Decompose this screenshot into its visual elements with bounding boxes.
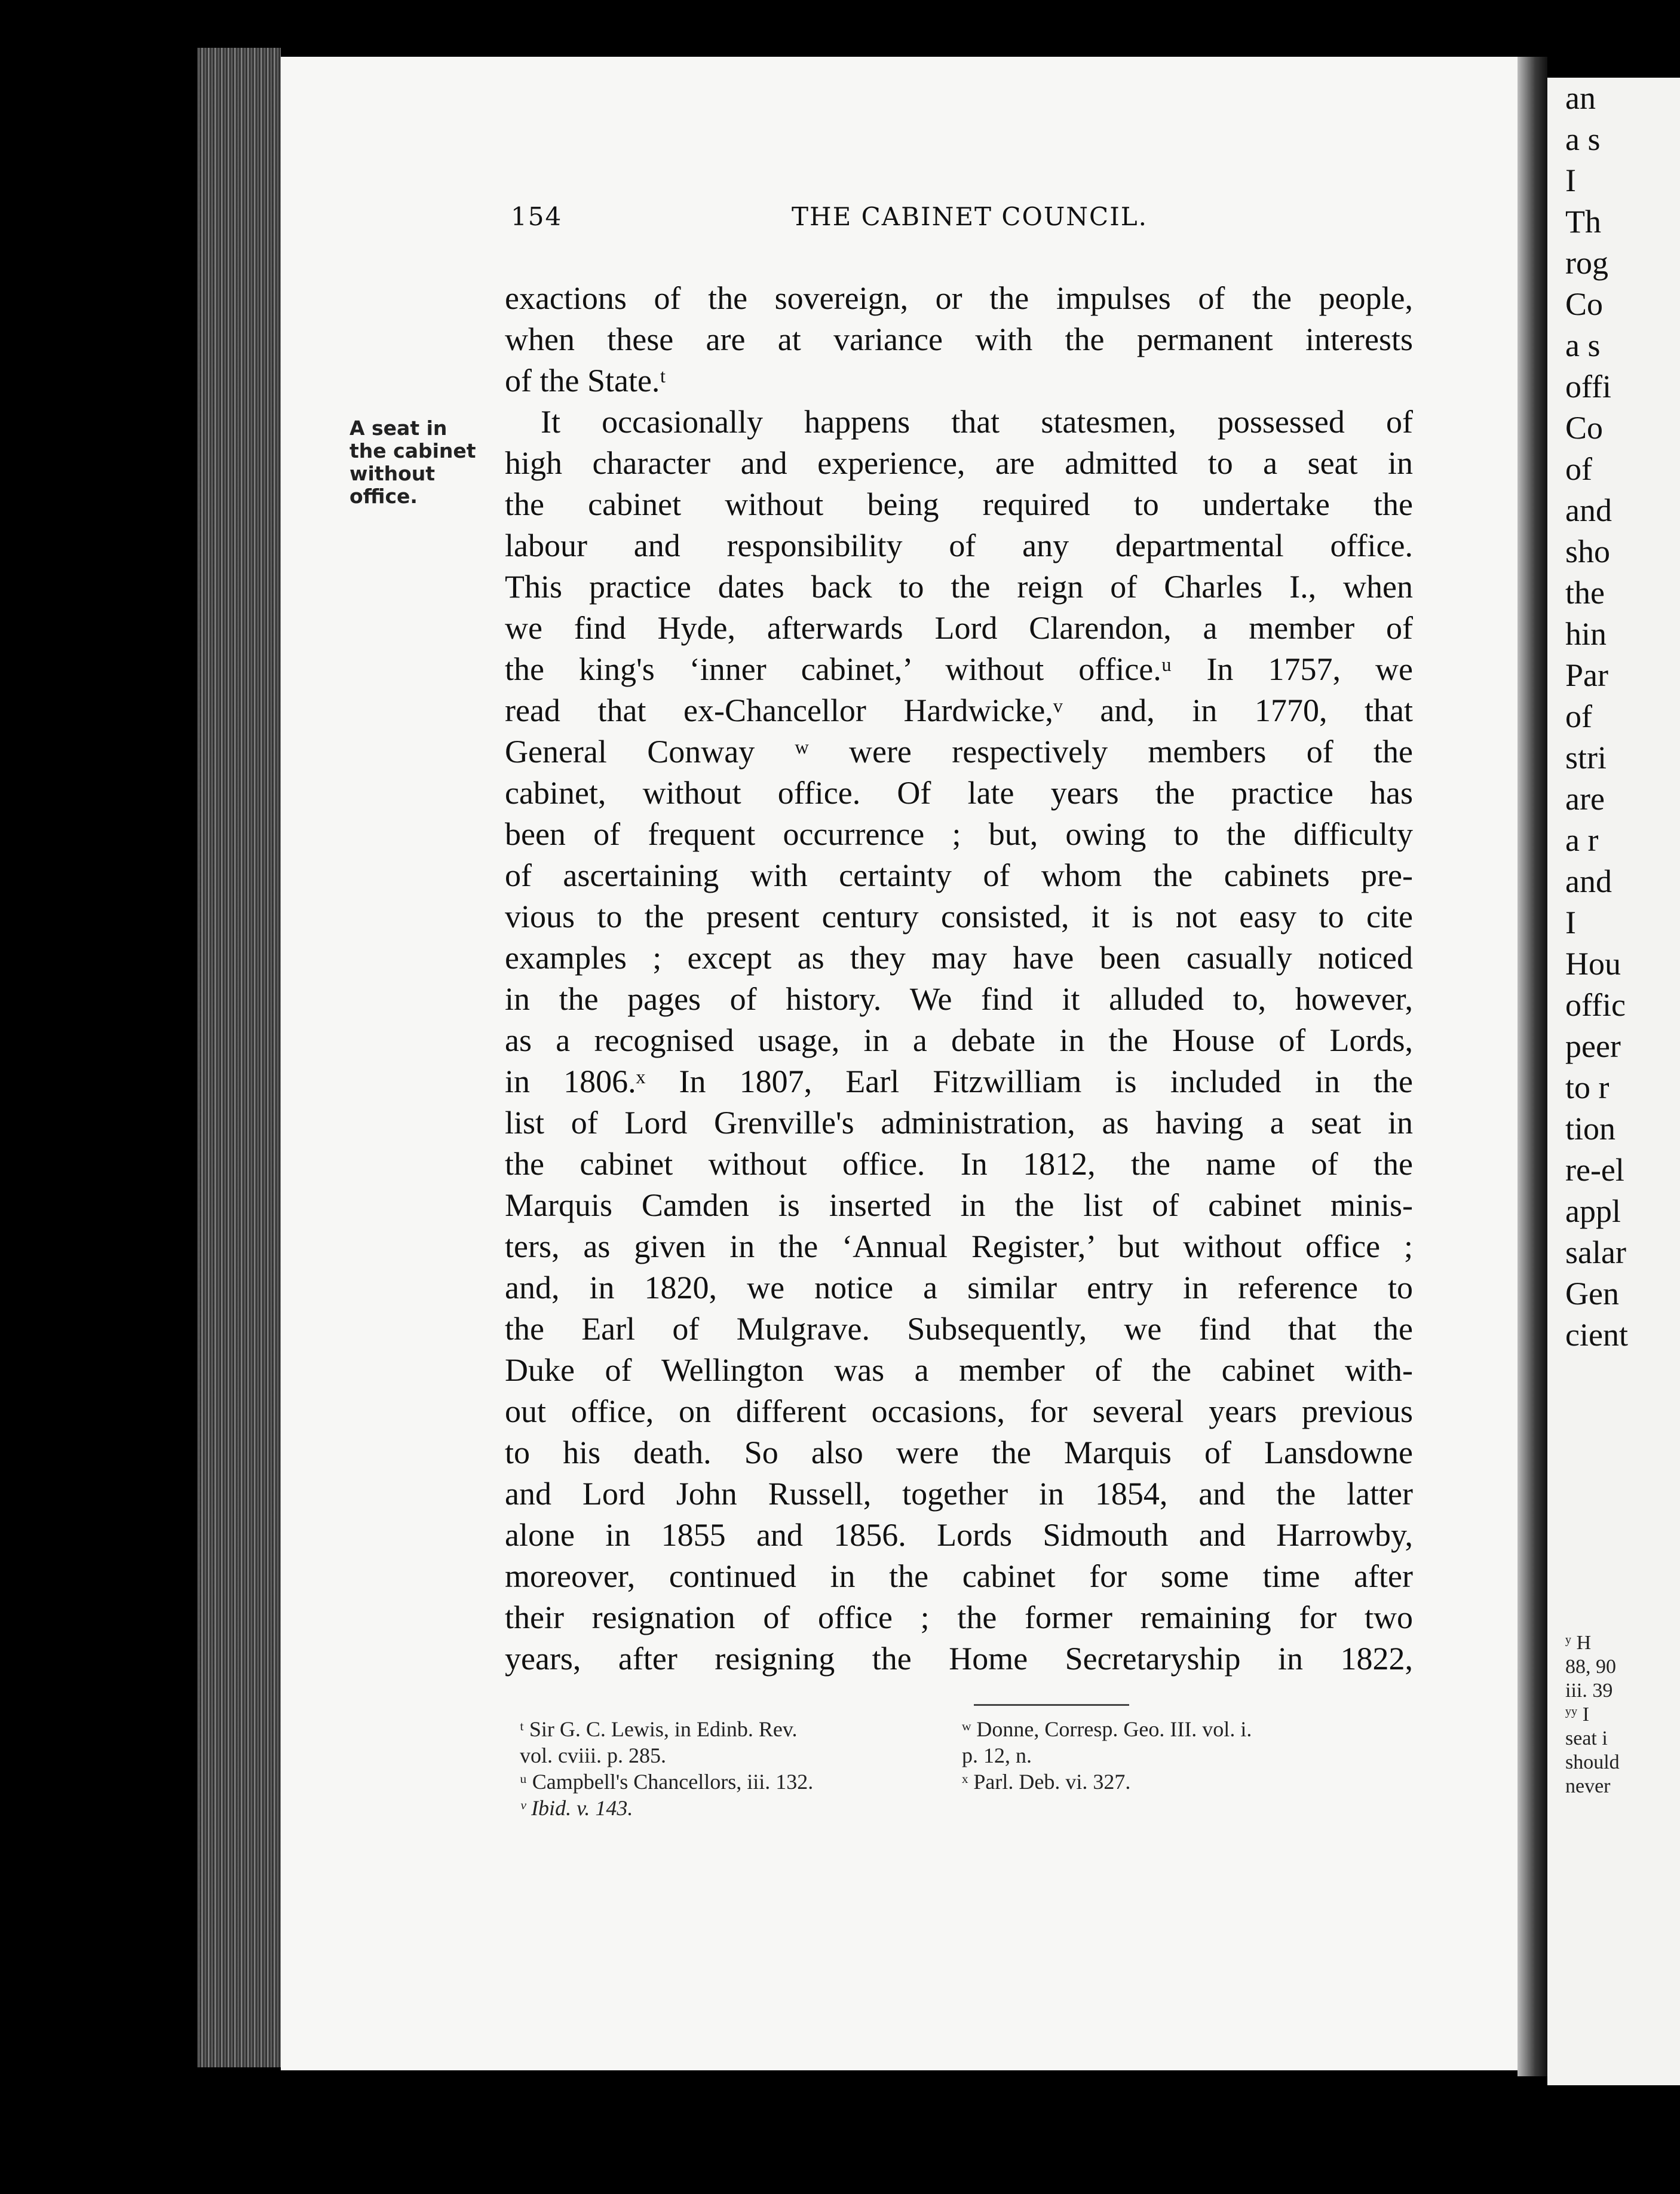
page-number: 154: [511, 202, 563, 231]
right-page-line: are: [1565, 781, 1605, 817]
body-line: their resignation of office ; the former remaining for two: [505, 1599, 1413, 1635]
body-line: read that ex-Chancellor Hardwicke,ᵛ and, in 1770, that: [505, 692, 1413, 728]
footnote-line: p. 12, n.: [962, 1743, 1032, 1767]
body-line: we find Hyde, afterwards Lord Clarendon, a member of: [505, 610, 1413, 646]
footnotes-left: [520, 1716, 950, 1821]
footnote-divider: [974, 1704, 1129, 1706]
body-line: as a recognised usage, in a debate in the House of Lords,: [505, 1022, 1413, 1058]
margin-note: [350, 417, 505, 508]
body-line: when these are at variance with the permanent interests: [505, 321, 1413, 357]
footnote-line: ᵘ Campbell's Chancellors, iii. 132.: [520, 1770, 814, 1794]
body-line: been of frequent occurrence ; but, owing to the difficulty: [505, 816, 1413, 852]
right-page-line: the: [1565, 575, 1605, 611]
book-gutter: [1517, 57, 1547, 2076]
right-page-line: salar: [1565, 1234, 1626, 1270]
right-page-line: of: [1565, 451, 1592, 487]
footnote-line: ᵗ Sir G. C. Lewis, in Edinb. Rev.: [520, 1717, 798, 1741]
body-line: exactions of the sovereign, or the impulses of the people,: [505, 280, 1413, 316]
right-page-line: offic: [1565, 987, 1626, 1023]
right-page-line: Th: [1565, 204, 1601, 240]
book-edge-stack: [197, 48, 281, 2067]
body-line: Marquis Camden is inserted in the list of cabinet minis-: [505, 1187, 1413, 1223]
footnote-line: ᵛ Ibid. v. 143.: [520, 1796, 633, 1820]
body-line: alone in 1855 and 1856. Lords Sidmouth and Harrowby,: [505, 1517, 1413, 1553]
right-page-line: tion: [1565, 1111, 1616, 1147]
body-line: cabinet, without office. Of late years the practice has: [505, 775, 1413, 811]
right-page-fragment: [1547, 78, 1680, 2085]
body-line: years, after resigning the Home Secretaryship in 1822,: [505, 1641, 1413, 1677]
right-page-line: appl: [1565, 1193, 1621, 1229]
body-line: examples ; except as they may have been casually noticed: [505, 940, 1413, 976]
page-title: THE CABINET COUNCIL.: [792, 202, 1148, 231]
right-page-line: Gen: [1565, 1276, 1619, 1312]
right-page-line: peer: [1565, 1028, 1621, 1064]
right-page-line: a s: [1565, 327, 1601, 363]
right-page-footnote-line: iii. 39: [1565, 1680, 1613, 1702]
body-line: This practice dates back to the reign of Charles I., when: [505, 569, 1413, 605]
right-page-line: cient: [1565, 1317, 1628, 1353]
right-page-line: hin: [1565, 616, 1607, 652]
right-page-footnote-line: 88, 90: [1565, 1656, 1616, 1678]
right-page-text: [1565, 78, 1628, 1356]
body-line: General Conway ʷ were respectively members of the: [505, 734, 1413, 770]
body-line: the king's ‘inner cabinet,’ without office.ᵘ In 1757, we: [505, 651, 1413, 687]
right-page-line: an: [1565, 80, 1596, 116]
right-page-line: and: [1565, 863, 1612, 899]
body-text: [505, 278, 1413, 1680]
body-line: and Lord John Russell, together in 1854, and the latter: [505, 1476, 1413, 1512]
right-page-footnote-line: ʸʸ I: [1565, 1703, 1590, 1726]
right-page-line: I: [1565, 905, 1576, 940]
right-page-line: Par: [1565, 657, 1608, 693]
right-page-footnote-line: should: [1565, 1751, 1620, 1773]
body-line: the cabinet without being required to undertake the: [505, 486, 1413, 522]
body-line: of ascertaining with certainty of whom the cabinets pre-: [505, 857, 1413, 893]
right-page-line: sho: [1565, 534, 1611, 569]
right-page-footnote-line: never: [1565, 1775, 1611, 1797]
body-line: in 1806.ˣ In 1807, Earl Fitzwilliam is included in the: [505, 1064, 1413, 1099]
margin-note-line: without: [350, 462, 436, 485]
margin-note-line: A seat in: [350, 416, 447, 440]
body-line: vious to the present century consisted, it is not easy to cite: [505, 899, 1413, 934]
body-line: list of Lord Grenville's administration, as having a seat in: [505, 1105, 1413, 1141]
body-line: in the pages of history. We find it alluded to, however,: [505, 981, 1413, 1017]
right-page-line: I: [1565, 163, 1576, 198]
body-line: the Earl of Mulgrave. Subsequently, we find that the: [505, 1311, 1413, 1347]
body-line: Duke of Wellington was a member of the cabinet with-: [505, 1352, 1413, 1388]
right-page-line: rog: [1565, 245, 1608, 281]
right-page-line: Co: [1565, 286, 1604, 322]
footnote-line: ˣ Parl. Deb. vi. 327.: [962, 1770, 1131, 1794]
right-page-line: a s: [1565, 121, 1601, 157]
footnote-line: vol. cviii. p. 285.: [520, 1743, 666, 1767]
running-head: [511, 202, 1413, 238]
footnotes-right: [962, 1716, 1416, 1795]
body-line: out office, on different occasions, for several years previous: [505, 1393, 1413, 1429]
right-page-line: offi: [1565, 369, 1611, 405]
body-line: and, in 1820, we notice a similar entry in reference to: [505, 1270, 1413, 1306]
margin-note-line: the cabinet: [350, 439, 476, 462]
body-line: labour and responsibility of any departmental office.: [505, 528, 1413, 563]
body-line: of the State.ᵗ: [505, 363, 666, 399]
body-line: to his death. So also were the Marquis of Lansdowne: [505, 1435, 1413, 1470]
right-page-line: re-el: [1565, 1152, 1624, 1188]
right-page-footnotes: [1565, 1631, 1620, 1798]
body-line: moreover, continued in the cabinet for some time after: [505, 1558, 1413, 1594]
body-line: the cabinet without office. In 1812, the name of the: [505, 1146, 1413, 1182]
right-page-line: stri: [1565, 740, 1607, 776]
margin-note-line: office.: [350, 485, 418, 508]
right-page-footnote-line: seat i: [1565, 1727, 1608, 1749]
right-page-line: Hou: [1565, 946, 1621, 982]
body-line: high character and experience, are admitted to a seat in: [505, 445, 1413, 481]
right-page-line: of: [1565, 698, 1592, 734]
right-page-footnote-line: ʸ H: [1565, 1632, 1592, 1654]
footnote-line: ʷ Donne, Corresp. Geo. III. vol. i.: [962, 1717, 1252, 1741]
body-line: It occasionally happens that statesmen, possessed of: [541, 404, 1413, 440]
right-page-line: Co: [1565, 410, 1604, 446]
right-page-line: and: [1565, 492, 1612, 528]
right-page-line: a r: [1565, 822, 1599, 858]
right-page-line: to r: [1565, 1070, 1610, 1105]
body-line: ters, as given in the ‘Annual Register,’ but without office ;: [505, 1228, 1413, 1264]
